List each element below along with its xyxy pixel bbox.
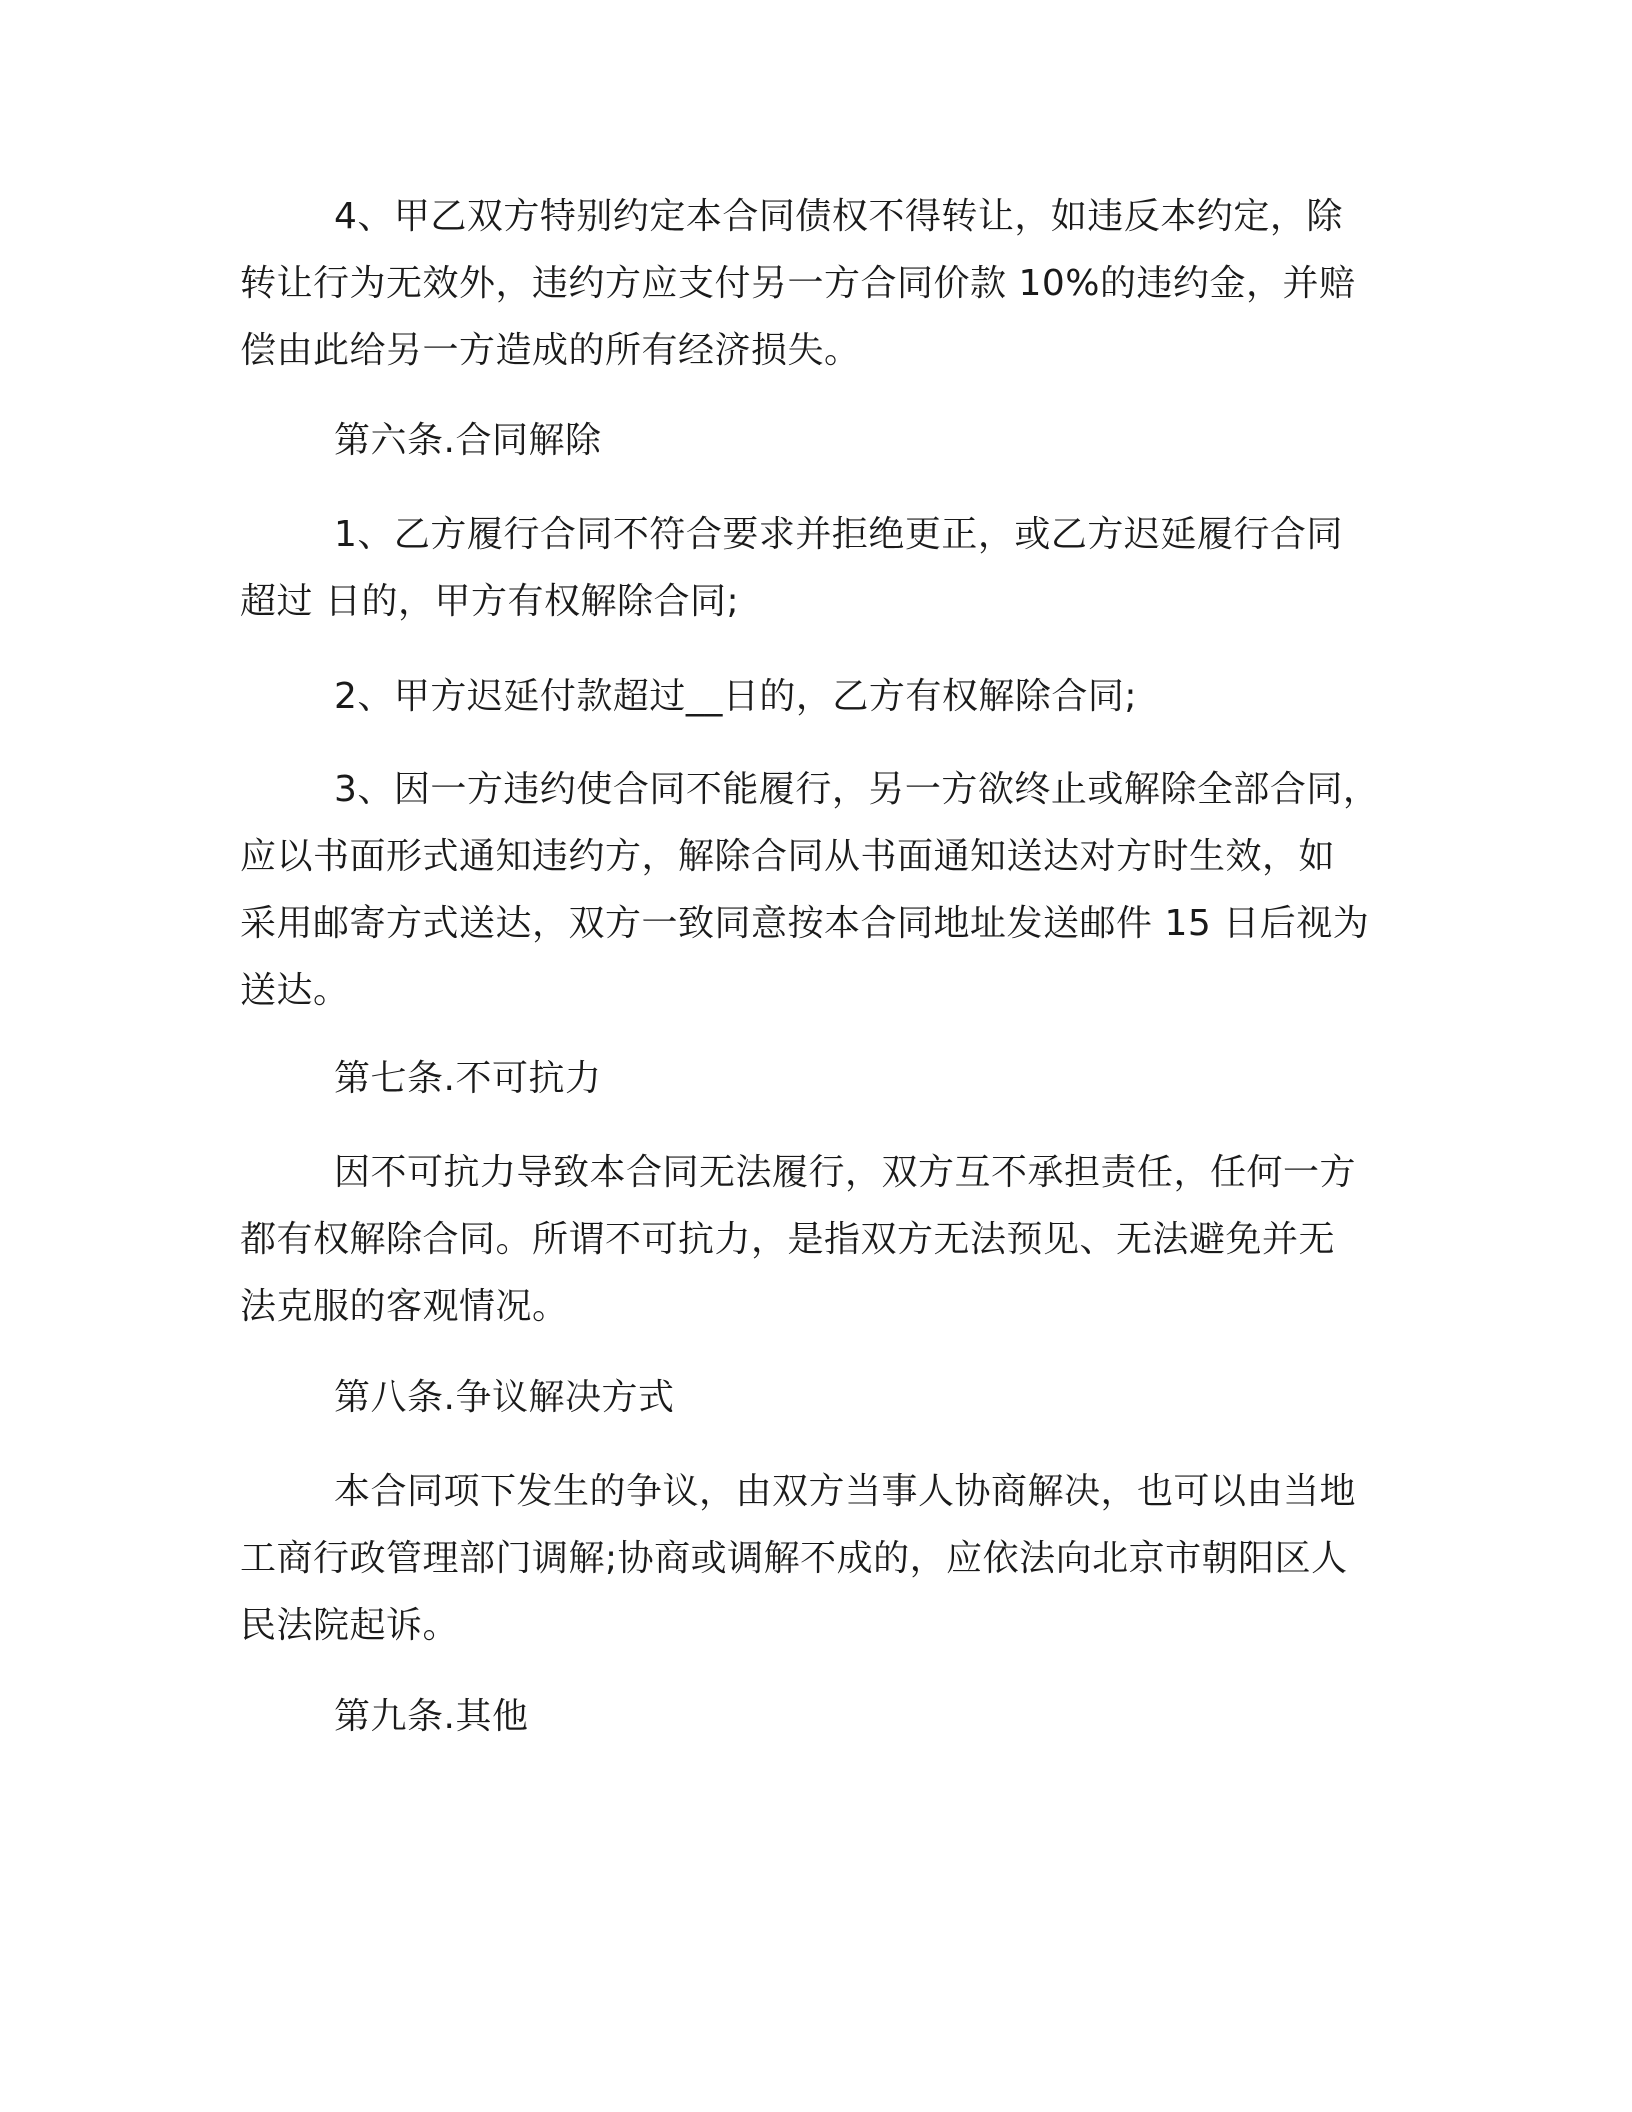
heading-line: 第九条.其他 xyxy=(334,1696,529,1737)
paragraph-line: 都有权解除合同。所谓不可抗力，是指双方无法预见、无法避免并无 xyxy=(240,1219,1336,1260)
paragraph-line: 采用邮寄方式送达，双方一致同意按本合同地址发送邮件 15 日后视为 xyxy=(240,903,1370,944)
paragraph-line: 偿由此给另一方造成的所有经济损失。 xyxy=(240,330,861,371)
article-heading xyxy=(240,1364,1380,1431)
clause-paragraph xyxy=(240,663,1380,730)
clause-paragraph xyxy=(240,1139,1380,1340)
paragraph-line: 3、因一方违约使合同不能履行，另一方欲终止或解除全部合同， xyxy=(334,769,1380,810)
paragraph-line: 法克服的客观情况。 xyxy=(240,1286,569,1327)
clause-paragraph xyxy=(240,183,1380,384)
paragraph-line: 因不可抗力导致本合同无法履行，双方互不承担责任，任何一方 xyxy=(334,1152,1357,1193)
clause-paragraph xyxy=(240,501,1380,635)
paragraph-line: 转让行为无效外，违约方应支付另一方合同价款 10%的违约金，并赔 xyxy=(240,263,1356,304)
paragraph-line: 2、甲方迟延付款超过__日的，乙方有权解除合同; xyxy=(334,676,1138,717)
heading-line: 第六条.合同解除 xyxy=(334,420,602,461)
clause-paragraph xyxy=(240,756,1380,1024)
article-heading xyxy=(240,1045,1380,1112)
heading-line: 第七条.不可抗力 xyxy=(334,1058,602,1099)
clause-paragraph xyxy=(240,1458,1380,1659)
article-heading xyxy=(240,407,1380,474)
paragraph-line: 1、乙方履行合同不符合要求并拒绝更正，或乙方迟延履行合同 xyxy=(334,514,1343,555)
paragraph-line: 民法院起诉。 xyxy=(240,1605,460,1646)
paragraph-line: 应以书面形式通知违约方，解除合同从书面通知送达对方时生效，如 xyxy=(240,836,1336,877)
paragraph-line: 工商行政管理部门调解;协商或调解不成的，应依法向北京市朝阳区人 xyxy=(240,1538,1348,1579)
article-heading xyxy=(240,1683,1380,1750)
paragraph-line: 送达。 xyxy=(240,970,350,1011)
paragraph-line: 4、甲乙双方特别约定本合同债权不得转让，如违反本约定，除 xyxy=(334,196,1343,237)
heading-line: 第八条.争议解决方式 xyxy=(334,1377,675,1418)
paragraph-line: 本合同项下发生的争议，由双方当事人协商解决，也可以由当地 xyxy=(334,1471,1357,1512)
paragraph-line: 超过 日的，甲方有权解除合同; xyxy=(240,581,740,622)
